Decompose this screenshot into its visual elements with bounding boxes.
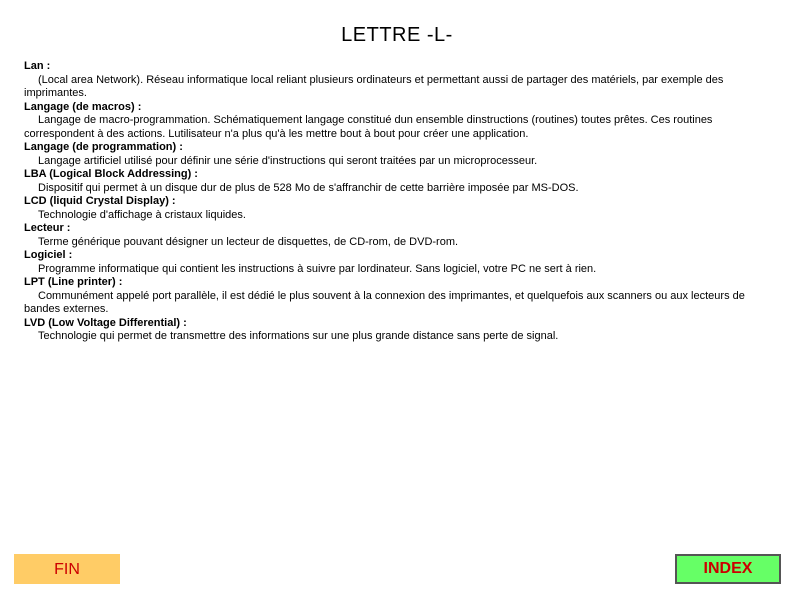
glossary-entry (24, 60, 774, 101)
glossary-entry (24, 195, 774, 222)
glossary-definition: Dispositif qui permet à un disque dur de plus de 528 Mo de s'affranchir de cette barrière imposée par MS-DOS. (38, 181, 579, 194)
glossary-term: LCD (liquid Crystal Display) : (24, 195, 176, 207)
glossary-definition: Technologie d'affichage à cristaux liquides. (38, 208, 246, 221)
glossary-definition: (Local area Network). Réseau informatique local reliant plusieurs ordinateurs et permettant aussi de partager des matériels, par exemple des imprimantes. (24, 73, 724, 99)
glossary-definition: Communément appelé port parallèle, il est dédié le plus souvent à la connexion des imprimantes, et quelquefois aux scanners ou aux lecteurs de bandes externes. (24, 289, 745, 315)
page-title: LETTRE -L- (341, 24, 453, 46)
fin-button[interactable]: FIN (14, 554, 120, 584)
glossary-definition: Technologie qui permet de transmettre des informations sur une plus grande distance sans perte de signal. (38, 330, 559, 342)
glossary-term: LPT (Line printer) : (24, 276, 123, 288)
glossary-definition: Langage de macro-programmation. Schématiquement langage constitué dun ensemble dinstructions (routines) toutes prêtes. Ces routines correspondent à des actions. Lutilisateur n'a plus qu'à les mettre bout à bout pour créer une application. (24, 114, 713, 140)
glossary-definition: Programme informatique qui contient les instructions à suivre par lordinateur. Sans logiciel, votre PC ne sert à rien. (38, 262, 597, 275)
glossary-definition: Langage artificiel utilisé pour définir une série d'instructions qui seront traitées par un microprocesseur. (38, 154, 538, 167)
glossary-term: Logiciel : (24, 249, 73, 261)
glossary-entry (24, 222, 774, 249)
glossary-list (24, 60, 774, 344)
glossary-entry (24, 168, 774, 195)
glossary-entry (24, 249, 774, 276)
glossary-term: Lecteur : (24, 222, 71, 234)
glossary-entry (24, 101, 774, 142)
glossary-term: LBA (Logical Block Addressing) : (24, 168, 198, 180)
glossary-entry (24, 317, 774, 344)
glossary-term: Langage (de programmation) : (24, 141, 183, 153)
glossary-entry (24, 141, 774, 168)
index-button[interactable]: INDEX (675, 554, 781, 584)
glossary-term: Lan : (24, 60, 51, 72)
glossary-term: Langage (de macros) : (24, 100, 142, 113)
glossary-entry (24, 276, 774, 317)
glossary-definition: Terme générique pouvant désigner un lecteur de disquettes, de CD-rom, de DVD-rom. (38, 235, 459, 248)
glossary-term: LVD (Low Voltage Differential) : (24, 316, 187, 329)
